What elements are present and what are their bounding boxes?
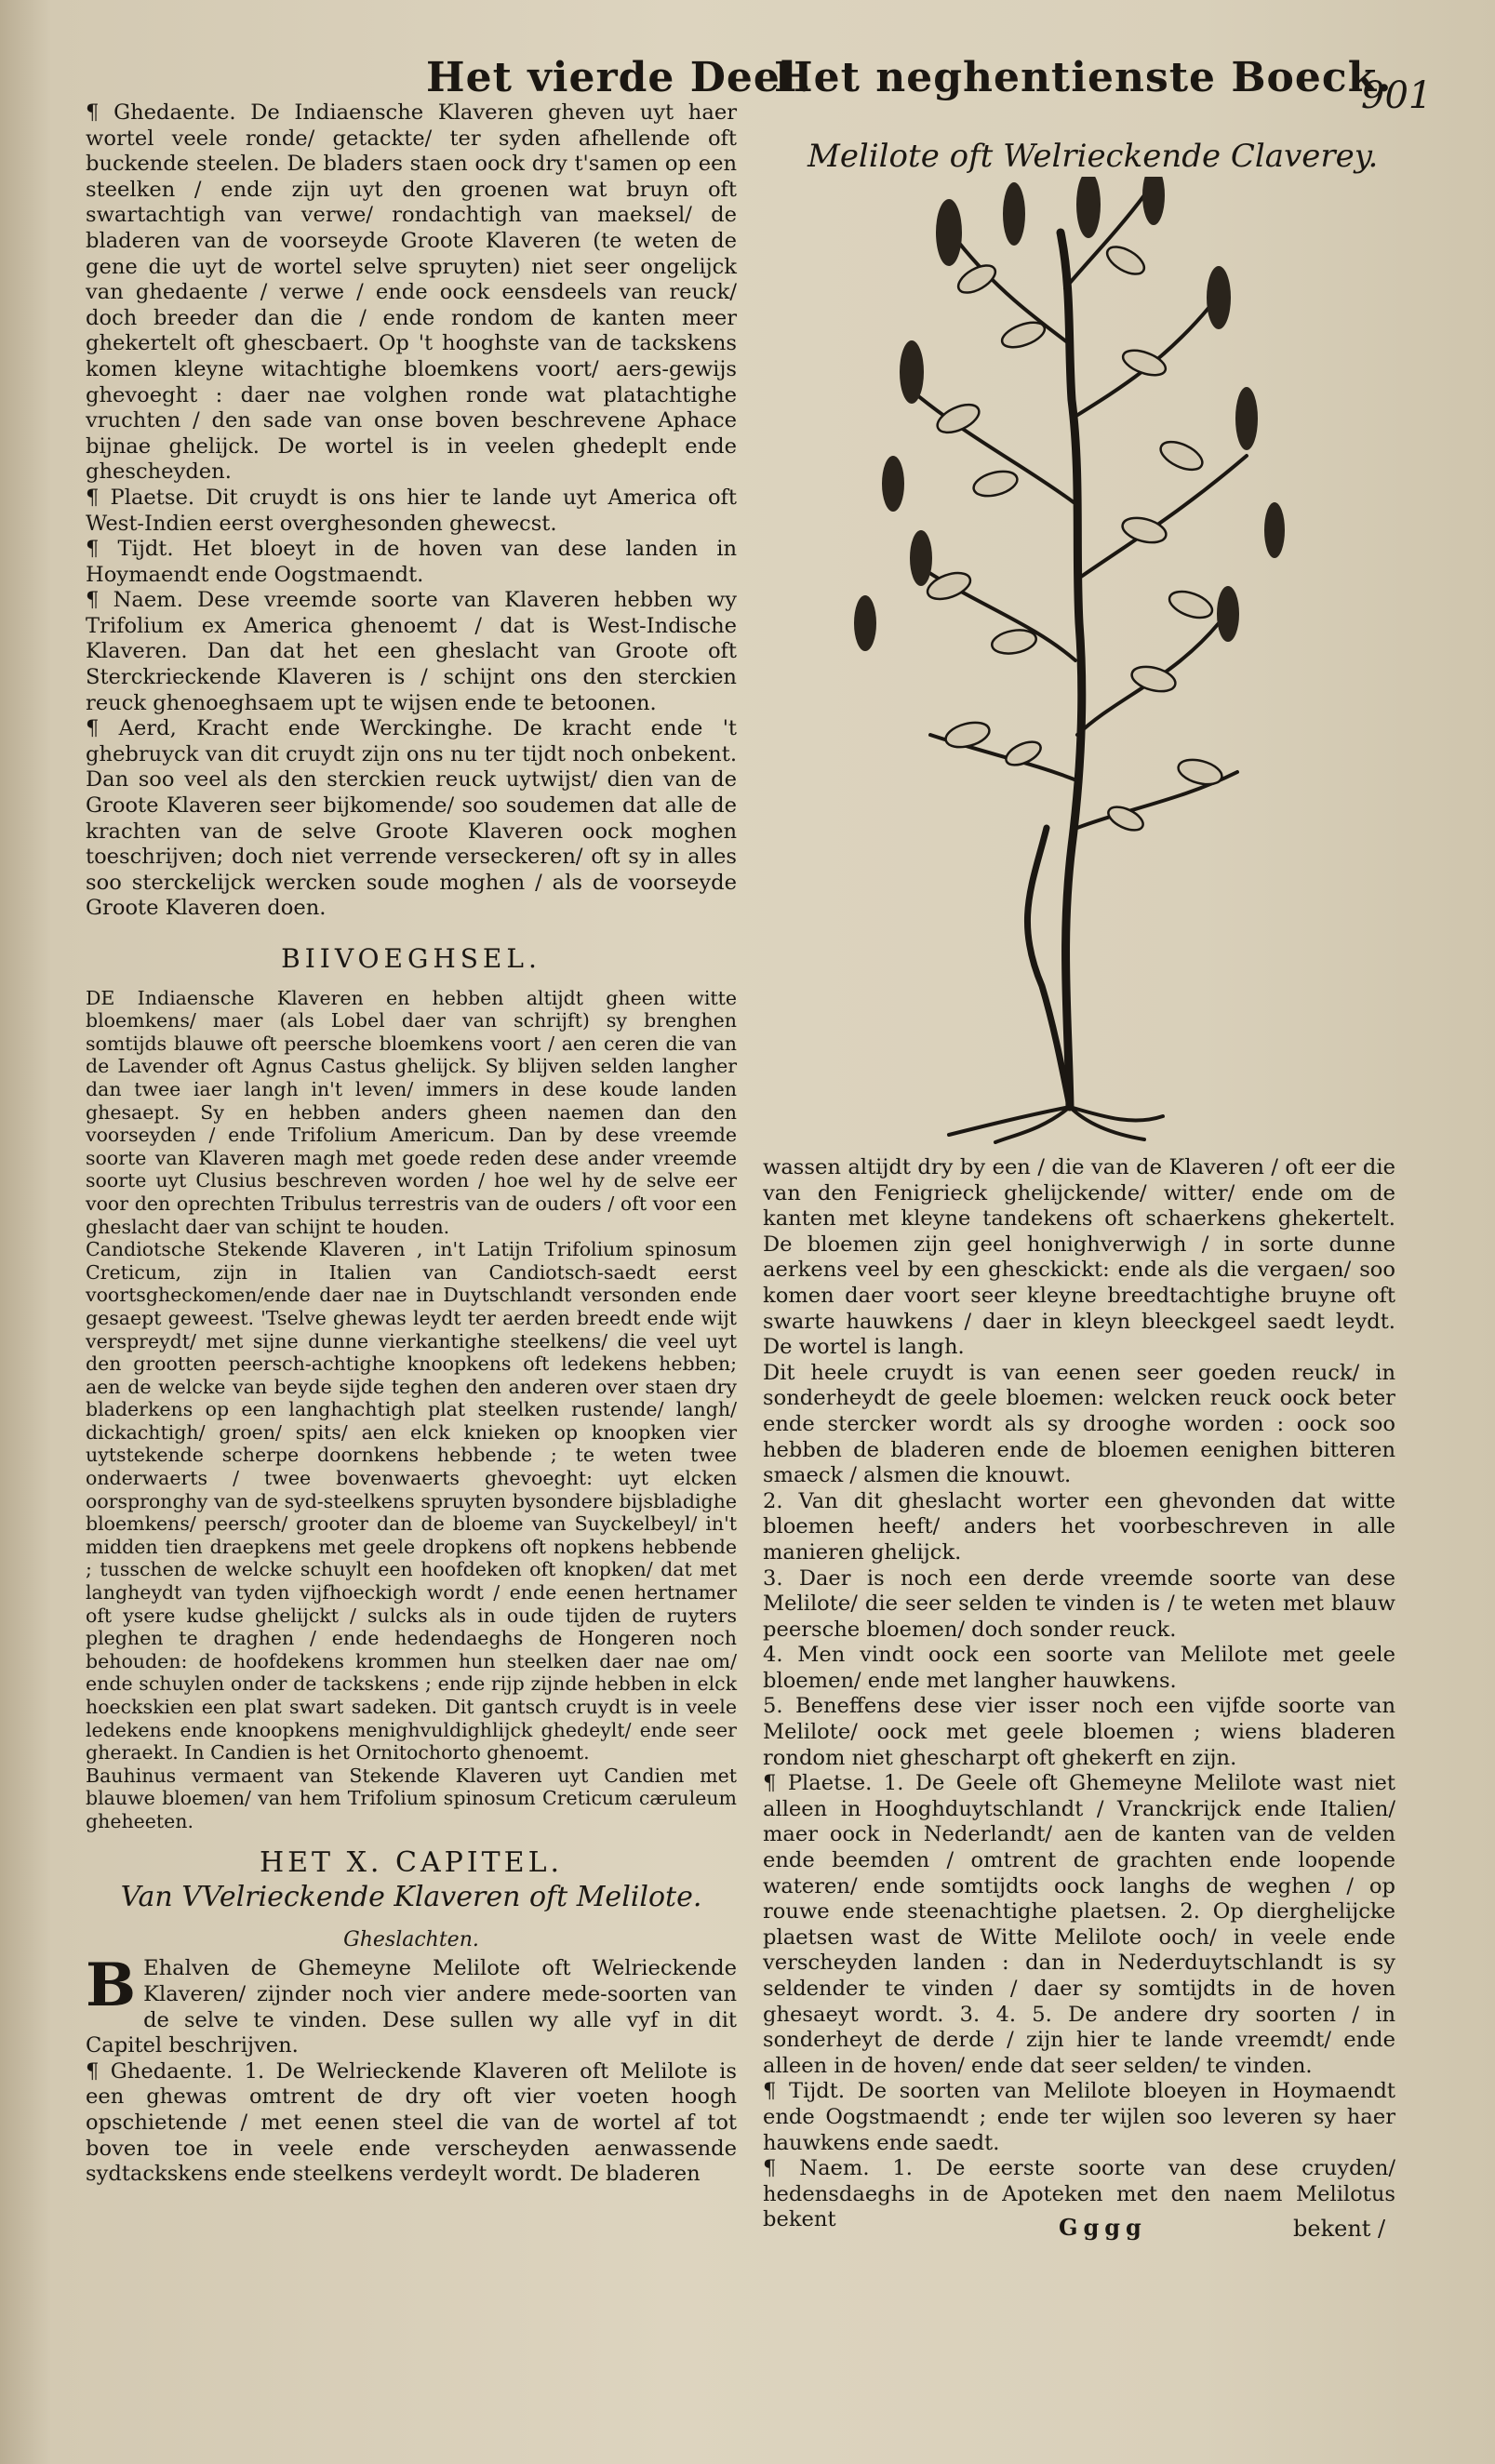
paragraph-plaetse-melilote: ¶ Plaetse. 1. De Geele oft Ghemeyne Melilote wast niet alleen in Hooghduytschlandt / Vranckrijck ende Italien/ maer oock in Nederlandt/ aen de kanten van de velden ende beemden / omtrent de grachten ende loopende wateren/ ende somtijdts oock langhs de weghen / op rouwe ende steenachtighe plaetsen. 2. Op dierghelijcke plaetsen wast de Witte Melilote ooch/ in veele ende verscheyden landen : dan in Nederduytschlandt is sy seldender te vinden / daer sy somtijdts in de hoven ghesaeyt wordt. 3. 4. 5. De andere dry soorten / in sonderheyt de derde / zijn hier te lande vreemdt/ ende alleen in de hoven/ ende dat seer selden/ te vinden. (763, 1771, 1395, 2078)
paragraph-bladeren: wassen altijdt dry by een / die van de Klaveren / oft eer die van den Fenigrieck ghelijckende/ witter/ ende om de kanten met kleyne tandekens oft schaerkens ghekertelt. De bloemen zijn geel honighverwigh / in sorte dunne aerkens veel by een ghesckickt: ende als die vergaen/ soo komen daer voort seer kleyne breedtachtighe bruyne oft swarte hauwkens / daer in kleyn bleeckgeel saedt leydt. De wortel is langh. (763, 1155, 1395, 1360)
section-heading-geslachten: Gheslachten. (343, 1927, 479, 1951)
bijvoeghsel-heading: BIIVOEGHSEL. (281, 943, 541, 974)
paragraph-aerd-kracht: ¶ Aerd, Kracht ende Werckinghe. De kracht ende 't ghebruyck van dit cruydt zijn ons nu ter tijdt noch onbekent. Dan soo veel als den sterckien reuck uytwijst/ dien van de Groote Klaveren seer bijkomende/ soo soudemen dat alle de krachten van de selve Groote Klaveren oock moghen toeschrijven; doch niet verrende verseckeren/ oft sy in alles soo sterckelijck wercken soude moghen / als de voorseyde Groote Klaveren doen. (86, 716, 737, 921)
catchword: bekent / (1293, 2216, 1386, 2242)
paragraph-geslachten (86, 1951, 737, 2058)
right-column (763, 1155, 1395, 2233)
chapter-heading: HET X. CAPITEL. (259, 1845, 564, 1879)
running-head-left: Het vierde Deel. (426, 54, 812, 101)
paragraph-naem-melilote: ¶ Naem. 1. De eerste soorte van dese cruyden/ hedensdaeghs in de Apoteken met den naem Melilotus bekent (763, 2156, 1395, 2232)
figure-caption: Melilote oft Welrieckende Claverey. (808, 138, 1379, 175)
paragraph-plaetse: ¶ Plaetse. Dit cruydt is ons hier te lande uyt America oft West-Indien eerst overghesonden ghewecst. (86, 485, 737, 536)
signature-mark: Gggg (1059, 2214, 1147, 2241)
running-head-right: Het neghentienste Boeck. (774, 54, 1393, 101)
paragraph-tijdt: ¶ Tijdt. Het bloeyt in de hoven van dese landen in Hoymaendt ende Oogstmaendt. (86, 537, 737, 587)
paragraph-soorte-2: 2. Van dit gheslacht worter een ghevonden dat witte bloemen heeft/ anders het voorbeschreven in alle manieren ghelijck. (763, 1488, 1395, 1565)
left-column (86, 100, 737, 2188)
drop-cap: B (86, 1951, 137, 2021)
paragraph-soorte-5: 5. Beneffens dese vier isser noch een vijfde soorte van Melilote/ oock met geele bloemen ; wiens bladeren rondom niet ghescharpt oft ghekerft en zijn. (763, 1694, 1395, 1770)
paragraph-tijdt-melilote: ¶ Tijdt. De soorten van Melilote bloeyen in Hoymaendt ende Oogstmaendt ; ende ter wijlen soo leveren sy haer hauwkens ende saedt. (763, 2079, 1395, 2155)
geslachten-text: Ehalven de Ghemeyne Melilote oft Welrieckende Klaveren/ zijnder noch vier andere mede-soorten van de selve te vinden. Dese sullen wy alle vyf in dit Capitel beschrijven. (86, 1956, 737, 2058)
bijvoeghsel-paragraph: DE Indiaensche Klaveren en hebben altijdt gheen witte bloemkens/ maer (als Lobel daer van schrijft) sy brenghen somtijds blauwe oft peersche bloemkens voort / aen ceren die van de Lavender oft Agnus Castus ghelijck. Sy blijven selden langher dan twee iaer langh in't leven/ immers in dese koude landen ghesaept. Sy en hebben anders gheen naemen dan den voorseyden / ende Trifolium Americum. Dan by dese vreemde soorte van Klaveren magh met goede reden dese ander vreemde soorte uyt Clusius beschreven worden / hoe wel hy de selve eer voor den oprechten Tribulus terrestris van de ouders / oft voor een gheslacht daer van schijnt te houden. (86, 986, 737, 1238)
bijvoeghsel-paragraph: Candiotsche Stekende Klaveren , in't Latijn Trifolium spinosum Creticum, zijn in Italien van Candiotsch-saedt eerst voortsgheckomen/ende daer nae in Duytschlandt versonden ende gesaept geweest. 'Tselve ghewas leydt ter aerden breedt ende wijt verspreydt/ met sijne dunne vierkantighe steelkens/ die veel uyt den grootten peersch-achtighe knoopkens oft ledekens hebben; aen de welcke van beyde sijde teghen den anderen over staen dry bladerkens op een langhachtigh plat steelken rustende/ langh/ dickachtigh/ groen/ spits/ aen elck knieken op knoopken vier uytstekende scherpe doornkens hebbende ; te weten twee onderwaerts / twee bovenwaerts ghevoeght: uyt elcken oorspronghy van de syd-steelkens spruyten bysondere bijsbladighe bloemkens/ peersch/ grooter dan de bloeme van Suyckelbeyl/ in't midden tien draepkens met geele dropkens oft nopkens hebbende ; tusschen de welcke schuylt een hoofdeken oft knopken/ dat met langheydt van tyden vijfhoeckigh wordt / ende eenen hertnamer oft ysere kudse ghelijckt / sulcks als in oude tijden de ruyters pleghen te draghen / ende hedendaeghs de Hongeren noch behouden: de hoofdekens krommen hun steelken daer nae om/ ende schuylen onder de tackskens ; ende rijp zijnde hebben in elck hoeckskien een plat swart sadeken. Dit gantsch cruydt is in veele ledekens ende knoopkens menighvuldighlijck ghedeylt/ ende seer gheraekt. In Candien is het Ornitochorto ghenoemt. (86, 1238, 737, 1765)
paragraph-ghedaente: ¶ Ghedaente. De Indiaensche Klaveren gheven uyt haer wortel veele ronde/ getackte/ ter syden afhellende oft buckende steelen. De bladers staen oock dry t'samen op een steelken / ende zijn uyt den groenen wat bruyn oft swartachtigh van verwe/ rondachtigh van maeksel/ de bladeren van de voorseyde Groote Klaveren (te weten de gene die uyt de wortel selve spruyten) niet seer ongelijck van ghedaente / verwe / ende oock eensdeels van reuck/ doch breeder dan die / ende rondom de kanten meer ghekertelt oft ghescbaert. Op 't hooghste van de tackskens komen kleyne witachtighe bloemkens voort/ aers-gewijs ghevoeght : daer nae volghen ronde wat platachtighe vruchten / den sade van onse boven beschrevene Aphace bijnae ghelijck. De wortel is in veelen ghedeplt ende ghescheyden. (86, 100, 737, 485)
paragraph-naem: ¶ Naem. Dese vreemde soorte van Klaveren hebben wy Trifolium ex America ghenoemt / dat is West-Indische Klaveren. Dan dat het een gheslacht van Groote oft Sterckrieckende Klaveren is / schijnt ons den sterckien reuck ghenoeghsaem upt te wijsen ende te betoonen. (86, 588, 737, 715)
paragraph-reuck: Dit heele cruydt is van eenen seer goeden reuck/ in sonderheydt de geele bloemen: welcken reuck oock beter ende stercker wordt als sy drooghe worden : oock soo hebben de bladeren ende de bloemen eenighen bitteren smaeck / alsmen die knouwt. (763, 1360, 1395, 1488)
bijvoeghsel-paragraph: Bauhinus vermaent van Stekende Klaveren uyt Candien met blauwe bloemen/ van hem Trifolium spinosum Creticum cæruleum gheheeten. (86, 1764, 737, 1832)
paragraph-ghedaente-melilote: ¶ Ghedaente. 1. De Welrieckende Klaveren oft Melilote is een ghewas omtrent de dry oft vier voeten hoogh opschietende / met eenen steel die van de wortel af tot boven toe in veele ende verscheyden aenwassende sydtackskens ende steelkens verdeylt wordt. De bladeren (86, 2058, 737, 2187)
paragraph-soorte-3: 3. Daer is noch een derde vreemde soorte van dese Melilote/ die seer selden te vinden is / te weten met blauw peersche bloemen/ doch sonder reuck. (763, 1565, 1395, 1642)
melilot-plant-illustration (809, 177, 1330, 1144)
page-number: 901 (1361, 74, 1433, 117)
paragraph-soorte-4: 4. Men vindt oock een soorte van Melilote met geele bloemen/ ende met langher hauwkens. (763, 1643, 1395, 1693)
chapter-subtitle: Van VVelrieckende Klaveren oft Melilote. (120, 1881, 702, 1914)
